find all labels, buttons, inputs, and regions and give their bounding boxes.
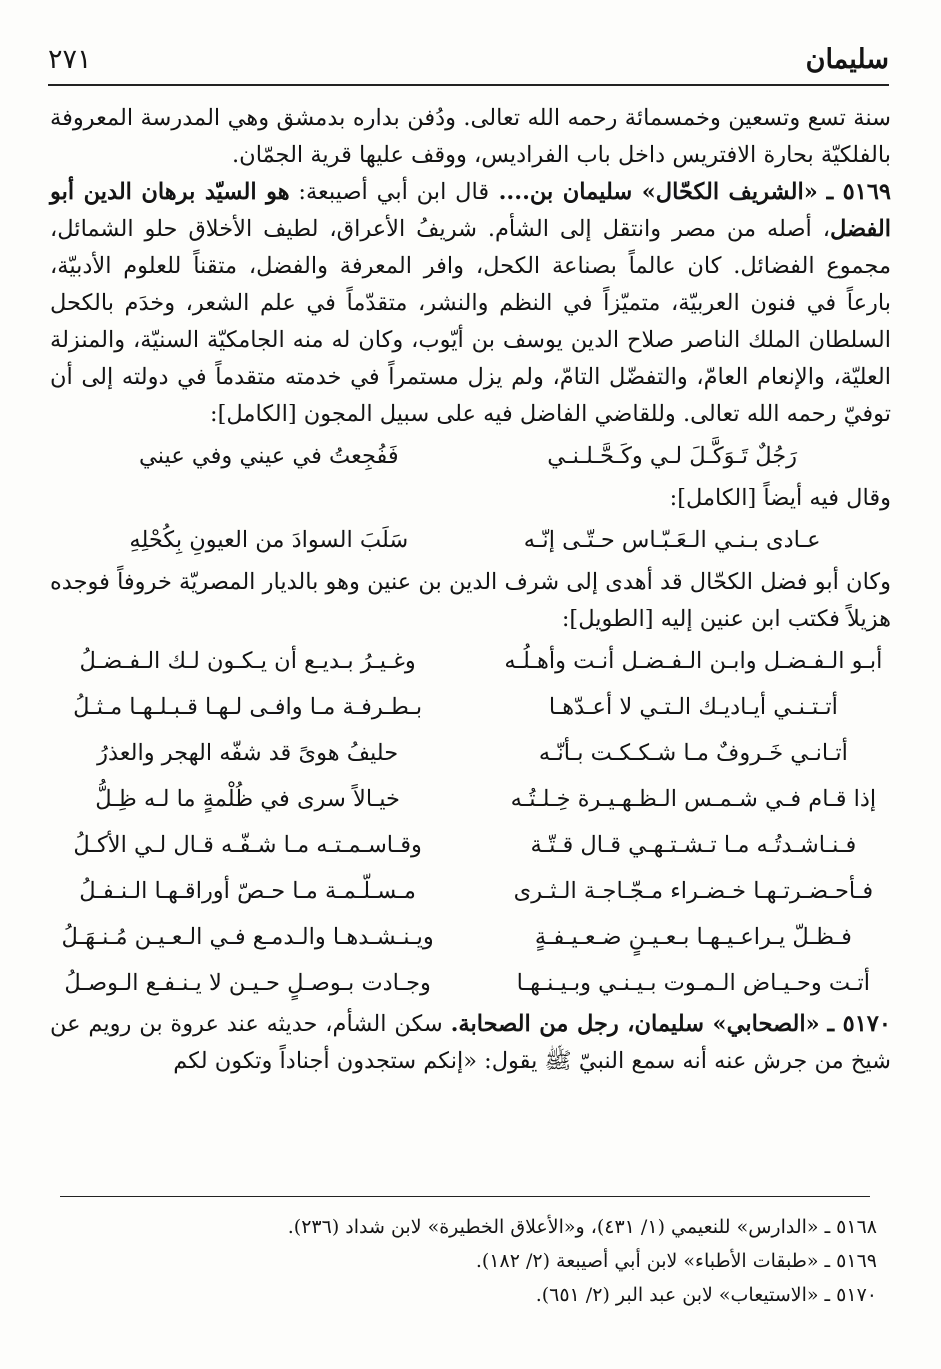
poem-line [50, 868, 891, 914]
verse-kamil-1 [50, 433, 891, 480]
body-text [50, 100, 891, 1080]
verse-intro-3: وكان أبو فضل الكحّال قد أهدى إلى شرف الدين بن عنين وهو بالديار المصريّة خروفاً فوجده هزيلاً فكتب ابن عنين إليه [الطويل]: [50, 569, 891, 632]
first-hemistich: عـادى بـنـي الـعَـبّـاس حـتّـى إنّـه [523, 527, 821, 553]
second-hemistich: خيـالاً سرى في ظُلْمةٍ ما لـه ظِـلُّ [95, 786, 400, 812]
first-hemistich: أبـو الـفـضـل وابـن الـفـضـل أنـت وأهـلُـه [504, 648, 883, 674]
verse-intro-2: وقال فيه أيضاً [الكامل]: [669, 485, 891, 511]
entry-5169 [50, 174, 891, 433]
first-hemistich: أتـانـي خَـروفٌ مـا شـكـكـت بـأنّـه [538, 740, 848, 766]
second-hemistich: وغـيـرُ بـديـع أن يـكـون لـك الـفـضـلُ [79, 648, 416, 674]
entry-subject-title: هو السيّد برهان الدين أبو الفضل [50, 179, 891, 242]
poem-line [50, 638, 891, 684]
entry-heading: «الصحابي» سليمان، رجل من الصحابة. [450, 1011, 820, 1037]
poem-line [50, 730, 891, 776]
poem-line [50, 822, 891, 868]
footnote-5168: ٥١٦٨ ـ «الدارس» للنعيمي (١/ ٤٣١)، و«الأعلاق الخطيرة» لابن شداد (٢٣٦). [287, 1216, 877, 1238]
intro-paragraph: سنة تسع وتسعين وخمسمائة رحمه الله تعالى. ودُفن بداره بدمشق وهي المدرسة المعروفة بالفلكيّة بحارة الافتريس داخل باب الفراديس، ووقف عليها قرية الجمّان. [50, 105, 891, 168]
entry-number: ٥١٧٠ ـ [827, 1011, 891, 1037]
second-hemistich: حليفُ هوىً قد شفّه الهجر والعذرُ [97, 740, 399, 766]
footnotes [50, 1210, 891, 1312]
verse-kamil-2 [50, 517, 891, 564]
second-hemistich: مـسـلّـمـة مـا حـصّ أوراقـهـا الـنـفـلُ [79, 878, 416, 904]
poem-line [50, 684, 891, 730]
poem-line [50, 776, 891, 822]
poem-tawil [50, 638, 891, 1006]
entry-heading: «الشريف الكحّال» سليمان بن.... [489, 179, 818, 205]
first-hemistich: أتـتـنـي أيـاديـك الـتـي لا أعـدّهـا [548, 694, 838, 720]
verse-line [50, 517, 891, 564]
poem-line [50, 914, 891, 960]
verse-line [50, 433, 891, 480]
second-hemistich: فَفُجِعتُ في عيني وفي عيني [139, 443, 399, 469]
entry-text: ، أصله من مصر وانتقل إلى الشأم. شريفُ الأعراق، لطيف الأخلاق حلو الشمائل، مجموع الفضائل. كان عالماً بصناعة الكحل، وافر المعرفة والفضل، متقناً للعلوم الأدبيّة، بارعاً في فنون العربيّة، متميّزاً في النظم والنشر، متقدّماً في علم الشعر، وخدَم بالكحل السلطان الملك الناصر صلاح الدين يوسف بن أيّوب، وكان له منه الجامكيّة السنيّة، والمنزلة العليّة، والإنعام العامّ، والتفضّل التامّ، ولم يزل مستمراً في خدمته متقدماً في دولته إلى أن توفيّ رحمه الله تعالى. وللقاضي الفاضل فيه على سبيل المجون [الكامل]: [50, 216, 891, 427]
page-number: ٢٧١ [48, 44, 92, 75]
footnote-rule [60, 1196, 870, 1197]
second-hemistich: بـطـرفـة مـا وافـى لـهـا قـبـلـهـا مـثـلُ [73, 694, 423, 720]
footnote-5169: ٥١٦٩ ـ «طبقات الأطباء» لابن أبي أصيبعة (٢/ ١٨٢). [475, 1250, 877, 1272]
entry-number: ٥١٦٩ ـ [826, 179, 891, 205]
entry-source: قال ابن أبي أصيبعة: [289, 179, 490, 205]
first-hemistich: رَجُلٌ تَـوَكَّـلَ لـي وكَـحَّـلـنـي [547, 443, 798, 469]
footnote-5170: ٥١٧٠ ـ «الاستيعاب» لابن عبد البر (٢/ ٦٥١). [535, 1284, 877, 1306]
poem-line [50, 960, 891, 1006]
first-hemistich: إذا قـام فـي شـمـس الـظـهـيـرة خِـلـتُـه [510, 786, 877, 812]
second-hemistich: ويـنـشـدهـا والـدمـع فـي الـعـيـن مُـنـهَـلُ [61, 924, 434, 950]
first-hemistich: فـأحـضـرتـهـا خـضـراء مـجّـاجـة الـثـرى [513, 878, 874, 904]
running-head [48, 40, 889, 86]
first-hemistich: أتـت وحـيـاض الـمـوت بـيـنـي وبـيـنـهـا [516, 970, 871, 996]
first-hemistich: فـنـاشـدتُـه مـا تـشـتـهـي قـال قـتّـة [530, 832, 857, 858]
second-hemistich: وجـادت بـوصـلٍ حـيـن لا يـنـفـع الـوصـلُ [64, 970, 431, 996]
second-hemistich: سَلَبَ السوادَ من العيونِ بِكُحْلِهِ [129, 527, 409, 553]
first-hemistich: فـظـلّ يـراعـيـهـا بـعـيـنٍ ضـعـيـفـةٍ [534, 924, 852, 950]
running-title: سليمان [805, 44, 889, 75]
entry-5170 [50, 1006, 891, 1080]
entry-text: سكن الشأم، حديثه عند عروة بن رويم عن شيخ من جرش عنه أنه سمع النبيّ ﷺ يقول: «إنكم ستجدون أجناداً وتكون لكم [50, 1011, 891, 1074]
second-hemistich: وقـاسـمـتـه مـا شـفّـه قـال لـي الأكـلُ [73, 832, 422, 858]
